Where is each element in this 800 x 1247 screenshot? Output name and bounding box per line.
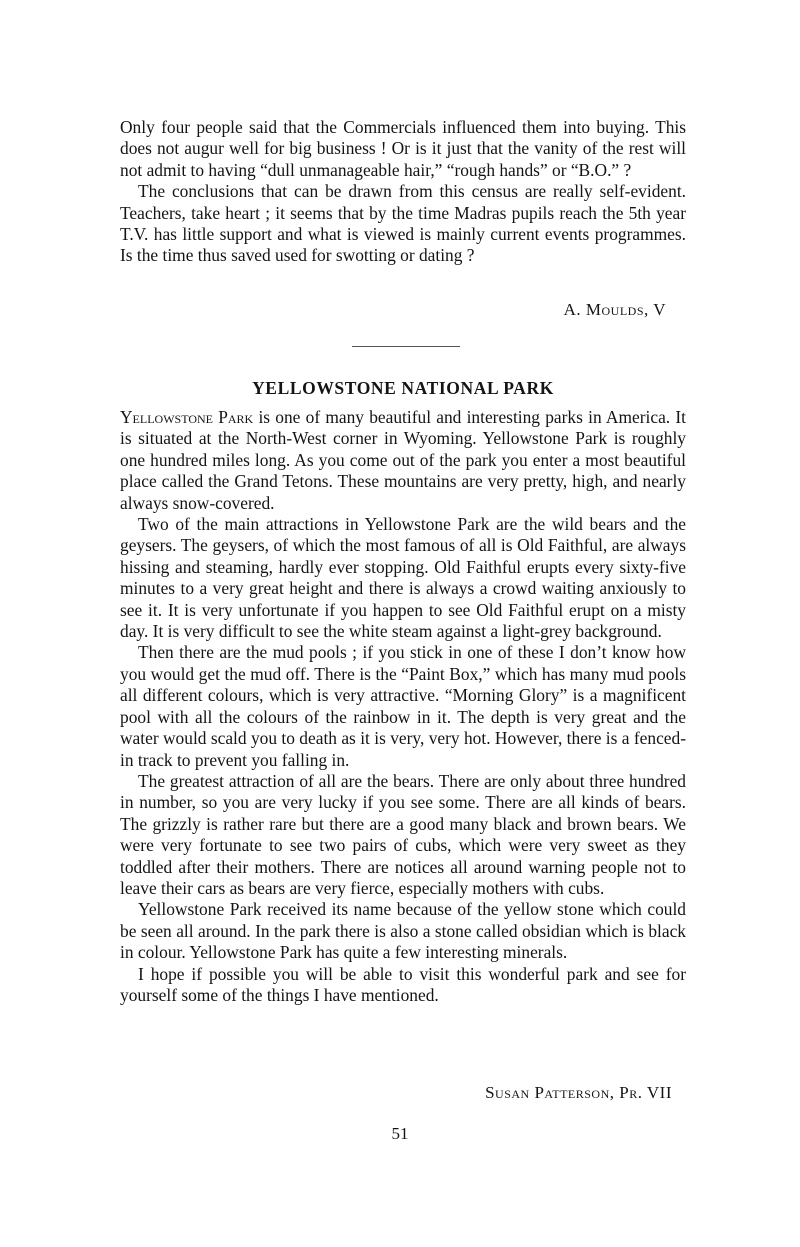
- article-body: [120, 407, 686, 1006]
- paragraph: Yellowstone Park is one of many beautiful and interesting parks in America. It is situated at the North-West corner in Wyoming. Yellowstone Park is roughly one hundred miles long. As you come out of the park you enter a most beautiful place called the Grand Tetons. These mountains are very pretty, high, and nearly always snow-covered.: [120, 407, 686, 513]
- paragraph: I hope if possible you will be able to visit this wonderful park and see for yourself some of the things I have mentioned.: [120, 963, 686, 1005]
- paragraph: Two of the main attractions in Yellowstone Park are the wild bears and the geysers. The geysers, of which the most famous of all is Old Faithful, are always hissing and steaming, hardly ever stopping. Old Faithful erupts every sixty-five minutes to a very great height and there is always a crowd waiting anxiously to see it. It is very unfortunate if you happen to see Old Faithful erupt on a misty day. It is very difficult to see the white steam against a light-grey background.: [120, 514, 686, 642]
- article-signature: Susan Patterson, Pr. VII: [485, 1083, 672, 1102]
- page-number: 51: [391, 1124, 409, 1143]
- paragraph: Then there are the mud pools ; if you stick in one of these I don’t know how you would get the mud off. There is the “Paint Box,” which has many mud pools all different colours, which is very attractive. “Morning Glory” is a magnificent pool with all the colours of the rainbow in it. The depth is very great and the water would scald you to death as it is very, very hot. However, there is a fenced-in track to prevent you falling in.: [120, 642, 686, 770]
- lead-in: Yellowstone Park: [120, 407, 254, 427]
- paragraph: Only four people said that the Commercials influenced them into buying. This does not augur well for big business ! Or is it just that the vanity of the rest will not admit to having “dull unmanageable hair,” “rough hands” or “B.O.” ?: [120, 117, 686, 180]
- article-title: YELLOWSTONE NATIONAL PARK: [252, 378, 554, 398]
- previous-article-text: [120, 117, 686, 267]
- paragraph: Yellowstone Park received its name because of the yellow stone which could be seen all around. In the park there is also a stone called obsidian which is black in colour. Yellowstone Park has quite a few interesting minerals.: [120, 899, 686, 963]
- paragraph: The greatest attraction of all are the bears. There are only about three hundred in number, so you are very lucky if you see some. There are all kinds of bears. The grizzly is rather rare but there are a good many black and brown bears. We were very fortunate to see two pairs of cubs, which were very sweet as they toddled after their mothers. There are notices all around warning people not to leave their cars as bears are very fierce, especially mothers with cubs.: [120, 770, 686, 898]
- previous-article-signature: A. Moulds, V: [563, 300, 666, 319]
- section-divider: [352, 346, 460, 347]
- paragraph: The conclusions that can be drawn from this census are really self-evident. Teachers, take heart ; it seems that by the time Madras pupils reach the 5th year T.V. has little support and what is viewed is mainly current events programmes. Is the time thus saved used for swotting or dating ?: [120, 181, 686, 266]
